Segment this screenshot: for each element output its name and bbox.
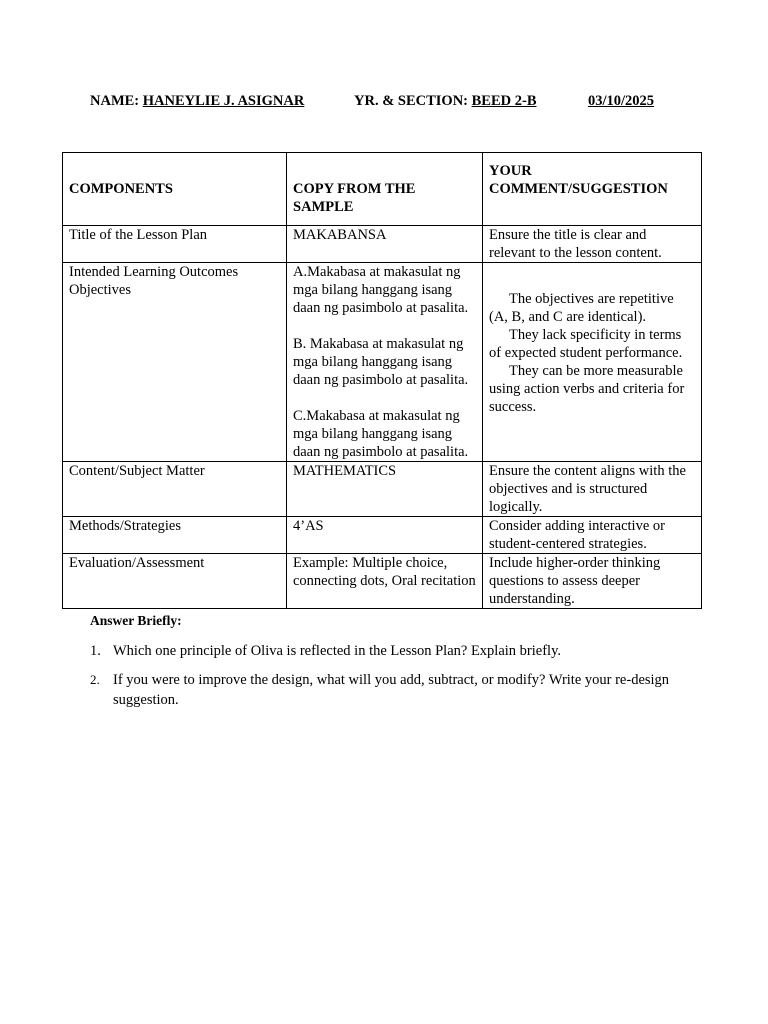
section-label: YR. & SECTION: bbox=[354, 93, 468, 109]
sample-cell: 4’AS bbox=[287, 517, 483, 554]
comment-cell: Include higher-order thinking questions to assess deeper understanding. bbox=[483, 554, 702, 609]
component-cell: Evaluation/Assessment bbox=[63, 554, 287, 609]
question-text: Which one principle of Oliva is reflected in the Lesson Plan? Explain briefly. bbox=[113, 643, 562, 659]
sample-cell: MATHEMATICS bbox=[287, 462, 483, 517]
component-cell: Title of the Lesson Plan bbox=[63, 226, 287, 263]
question-number: 1. bbox=[90, 643, 101, 659]
comment-point-1: The objectives are repetitive (A, B, and C are identical). bbox=[489, 291, 674, 325]
header-comment-line-1: YOUR bbox=[489, 163, 532, 179]
comment-cell: Consider adding interactive or student-centered strategies. bbox=[483, 517, 702, 554]
component-cell: Intended Learning Outcomes Objectives bbox=[63, 263, 287, 462]
comment-cell: Ensure the content aligns with the objectives and is structured logically. bbox=[483, 462, 702, 517]
header-comment-line-2: COMMENT/SUGGESTION bbox=[489, 181, 668, 197]
table-row bbox=[63, 517, 702, 554]
section-value: BEED 2-B bbox=[471, 93, 537, 109]
header-copy-from-sample bbox=[287, 153, 483, 226]
question-number: 2. bbox=[90, 672, 100, 687]
answer-briefly-heading: Answer Briefly: bbox=[90, 613, 182, 628]
sample-cell bbox=[287, 263, 483, 462]
component-cell: Content/Subject Matter bbox=[63, 462, 287, 517]
question-text: If you were to improve the design, what will you add, subtract, or modify? Write your re-design suggestion. bbox=[113, 672, 670, 708]
table-row bbox=[63, 554, 702, 609]
sample-cell: MAKABANSA bbox=[287, 226, 483, 263]
header-line bbox=[0, 93, 768, 113]
table-row bbox=[63, 263, 702, 462]
header-copy-line-2: SAMPLE bbox=[293, 199, 354, 215]
comment-point-2: They lack specificity in terms of expected student performance. bbox=[489, 327, 683, 361]
table-row bbox=[63, 462, 702, 517]
objective-b: B. Makabasa at makasulat ng mga bilang hanggang isang daan ng pasimbolo at pasalita. bbox=[293, 336, 469, 388]
question-item bbox=[90, 641, 670, 661]
table-header-row bbox=[63, 153, 702, 226]
header-comment-suggestion bbox=[483, 153, 702, 226]
section-field bbox=[354, 93, 537, 110]
comment-cell bbox=[483, 263, 702, 462]
date-value: 03/10/2025 bbox=[588, 93, 655, 109]
objective-c: C.Makabasa at makasulat ng mga bilang hanggang isang daan ng pasimbolo at pasalita. bbox=[293, 408, 469, 460]
name-field bbox=[90, 93, 304, 110]
objective-a: A.Makabasa at makasulat ng mga bilang hanggang isang daan ng pasimbolo at pasalita. bbox=[293, 264, 469, 316]
lesson-plan-table bbox=[62, 152, 702, 609]
header-copy-line-1: COPY FROM THE bbox=[293, 181, 416, 197]
question-item bbox=[90, 670, 670, 710]
name-value: HANEYLIE J. ASIGNAR bbox=[142, 93, 305, 109]
component-cell: Methods/Strategies bbox=[63, 517, 287, 554]
name-label: NAME: bbox=[90, 93, 140, 109]
comment-point-3: They can be more measurable using action verbs and criteria for success. bbox=[489, 363, 685, 415]
table-row bbox=[63, 226, 702, 263]
header-components: COMPONENTS bbox=[63, 153, 287, 226]
sample-cell: Example: Multiple choice, connecting dots, Oral recitation bbox=[287, 554, 483, 609]
comment-cell: Ensure the title is clear and relevant to the lesson content. bbox=[483, 226, 702, 263]
